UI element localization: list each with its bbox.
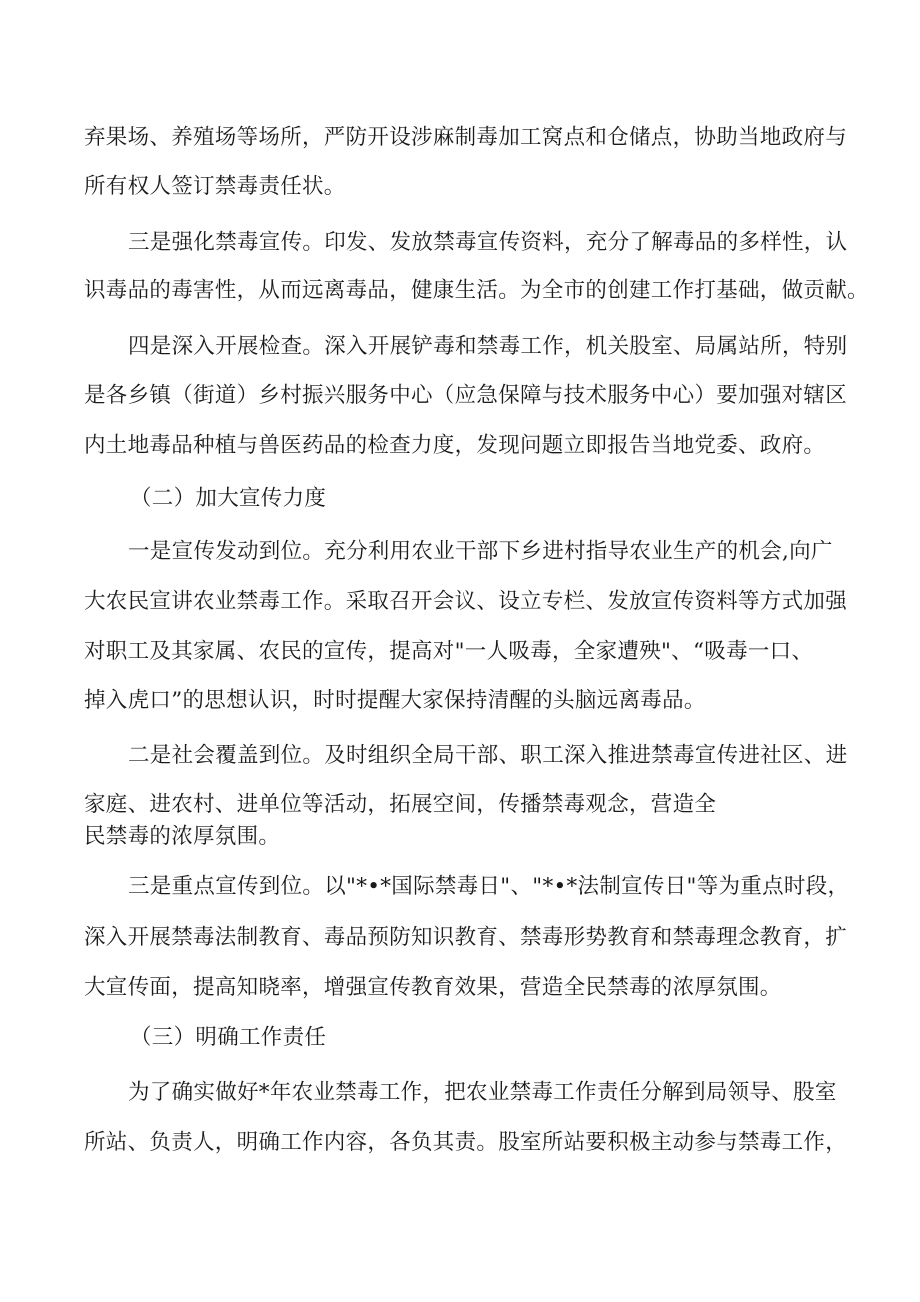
paragraph-line: 识毒品的毒害性，从而远离毒品，健康生活。为全市的创建工作打基础，做贡献。 <box>84 278 869 303</box>
paragraph-line: 掉入虎口”的思想认识，时时提醒大家保持清醒的头脑远离毒品。 <box>84 688 706 713</box>
paragraph-line: 所有权人签订禁毒责任状。 <box>84 174 346 199</box>
section-heading: （二）加大宣传力度 <box>130 486 327 511</box>
paragraph-line: 弃果场、养殖场等场所，严防开设涉麻制毒加工窝点和仓储点，协助当地政府与 <box>84 125 848 150</box>
paragraph-line: 深入开展禁毒法制教育、毒品预防知识教育、禁毒形势教育和禁毒理念教育，扩 <box>84 925 848 950</box>
section-heading: （三）明确工作责任 <box>130 1025 327 1050</box>
paragraph-line: 一是宣传发动到位。充分利用农业干部下乡进村指导农业生产的机会,向广 <box>128 539 833 564</box>
paragraph-line: 为了确实做好*年农业禁毒工作，把农业禁毒工作责任分解到局领导、股室 <box>128 1080 837 1105</box>
paragraph-line: 三是强化禁毒宣传。印发、发放禁毒宣传资料，充分了解毒品的多样性，认 <box>128 230 848 255</box>
paragraph-line: 是各乡镇（街道）乡村振兴服务中心（应急保障与技术服务中心）要加强对辖区 <box>84 383 848 408</box>
paragraph-line: 大宣传面，提高知晓率，增强宣传教育效果，营造全民禁毒的浓厚氛围。 <box>84 975 782 1000</box>
paragraph-line: 民禁毒的浓厚氛围。 <box>84 824 281 849</box>
paragraph-line: 二是社会覆盖到位。及时组织全局干部、职工深入推进禁毒宣传进社区、进 <box>128 743 848 768</box>
paragraph-line: 对职工及其家属、农民的宣传，提高对"一人吸毒，全家遭殃"、“吸毒一口、 <box>84 639 814 664</box>
paragraph-line: 大农民宣讲农业禁毒工作。采取召开会议、设立专栏、发放宣传资料等方式加强 <box>84 589 848 614</box>
paragraph-line: 家庭、进农村、进单位等活动，拓展空间，传播禁毒观念，营造全 <box>84 792 717 817</box>
paragraph-line: 所站、负责人，明确工作内容，各负其责。股室所站要积极主动参与禁毒工作， <box>84 1130 848 1155</box>
paragraph-line: 四是深入开展检查。深入开展铲毒和禁毒工作，机关股室、局属站所，特别 <box>128 334 848 359</box>
paragraph-line: 内土地毒品种植与兽医药品的检查力度，发现问题立即报告当地党委、政府。 <box>84 433 826 458</box>
paragraph-line: 三是重点宣传到位。以"*•*国际禁毒日"、"*•*法制宣传日"等为重点时段， <box>128 874 850 899</box>
